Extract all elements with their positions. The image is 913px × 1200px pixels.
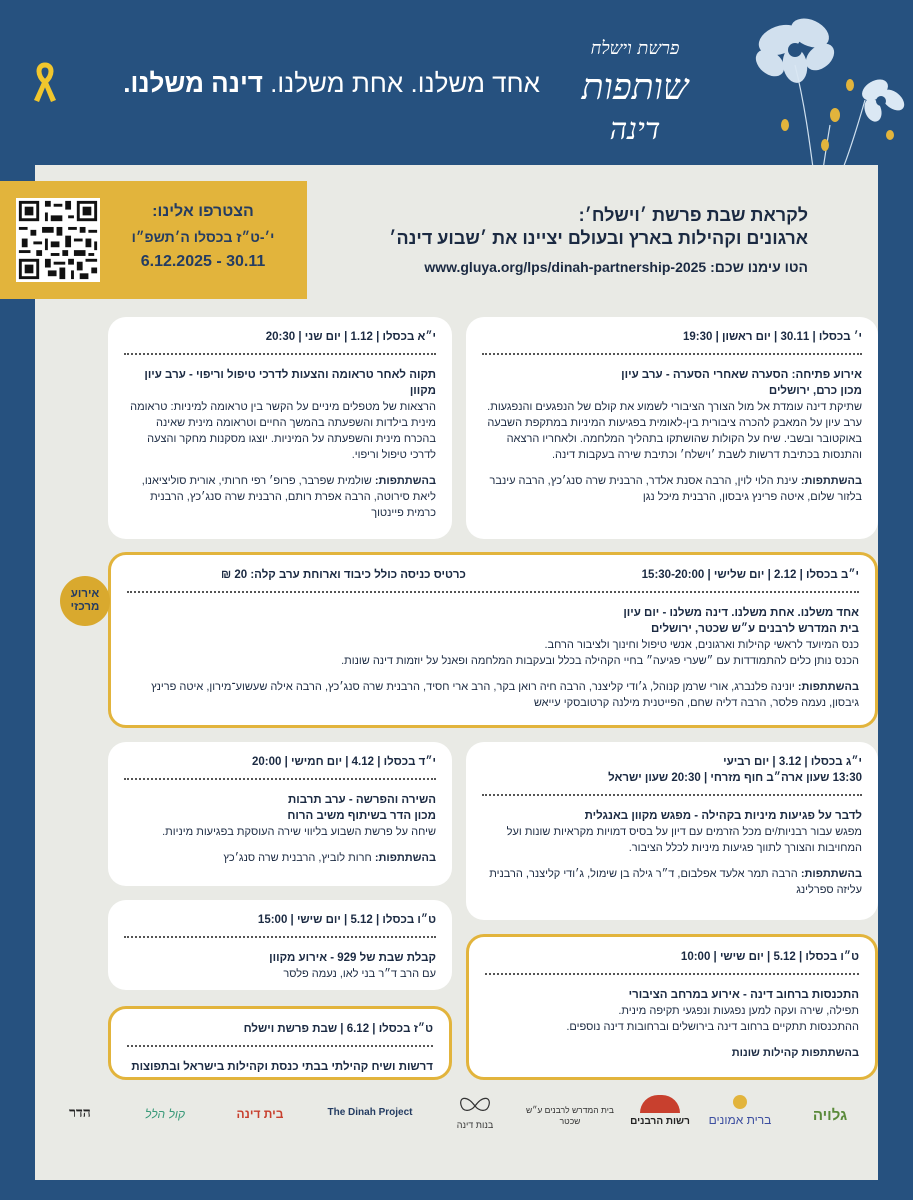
event-header: י״ג בכסלו | 3.12 | יום רביעי xyxy=(723,756,862,768)
event-description-2: ההתכנסות תתקיים ברחוב דינה בירושלים וברחובות דינה נוספים. xyxy=(566,1021,859,1033)
dotted-divider xyxy=(127,591,859,593)
participants-label: בהשתתפות קהילות שונות xyxy=(731,1047,859,1059)
partner-name: גלויה xyxy=(812,1107,848,1124)
event-title: השירה והפרשה - ערב תרבות xyxy=(288,794,436,806)
event-title: תקוה לאחר טראומה והצעות לדרכי טיפול וריפוי - ערב עיון מקוון xyxy=(144,369,436,397)
event-description: כנס המיועד לראשי קהילות וארגונים, אנשי טיפול וחינוך ולציבור הרחב. xyxy=(544,639,859,651)
event-description: תפילה, שירה ועקה למען נפגעות ונפגעי תקיפה מינית. xyxy=(618,1005,859,1017)
event-header: ט״ו בכסלו | 5.12 | יום שישי | 10:00 xyxy=(680,951,859,963)
event-card-dinah-street xyxy=(466,934,878,1080)
intro-line-2: ארגונים וקהילות בארץ ובעולם יציינו את ׳שבוע דינה׳ xyxy=(389,228,808,248)
logo-main: שותפות xyxy=(581,67,689,108)
badge-line-2: מרכזי xyxy=(70,601,100,613)
partner-name: קול הלל xyxy=(144,1107,186,1121)
event-description: עם הרב ד״ר בני לאו, נעמה פלסר xyxy=(283,968,436,980)
event-card-kabbalat-shabbat xyxy=(108,900,452,990)
partner-logo-rabbis-authority xyxy=(625,1095,695,1143)
slogan xyxy=(70,68,540,99)
partner-name: בית המדרש לרבנים ע״ש שכטר xyxy=(525,1105,615,1126)
participants-label: בהשתתפות: xyxy=(800,868,862,880)
partner-name: בית דינה xyxy=(236,1107,284,1121)
top-banner xyxy=(0,0,913,180)
slogan-bold: דינה משלנו. xyxy=(123,68,263,98)
join-dates: 30.11 - 6.12.2025 xyxy=(140,253,266,270)
slogan-regular: אחד משלנו. אחת משלנו. xyxy=(262,68,540,98)
partner-name: הדר xyxy=(69,1105,91,1121)
event-title: התכנסות ברחוב דינה - אירוע במרחב הציבורי xyxy=(628,989,859,1001)
participants-label: בהשתתפות: xyxy=(374,852,436,864)
event-location: מכון כרם, ירושלים xyxy=(768,385,862,397)
event-header: ט״ז בכסלו | 6.12 | שבת פרשת וישלח xyxy=(243,1023,433,1035)
dotted-divider xyxy=(482,794,862,796)
logo-top: פרשת וישלח xyxy=(590,38,680,59)
arc-icon xyxy=(640,1095,680,1113)
dotted-divider xyxy=(124,353,436,355)
dotted-divider xyxy=(127,1045,433,1047)
dotted-divider xyxy=(482,353,862,355)
event-title: אירוע פתיחה: הסערה שאחרי הסערה - ערב עיון xyxy=(621,369,862,381)
event-card-trauma xyxy=(108,317,452,539)
event-card-english-online xyxy=(466,742,878,920)
join-text xyxy=(108,203,298,271)
partner-logo-dinah-project xyxy=(320,1095,420,1143)
event-card-poetry xyxy=(108,742,452,886)
event-header: י״ד בכסלו | 4.12 | יום חמישי | 20:00 xyxy=(251,756,436,768)
event-card-featured xyxy=(108,552,878,728)
intro-text xyxy=(330,205,808,275)
ticket-fee: כרטיס כניסה כולל כיבוד וארוחת ערב קלה: 20 ₪ xyxy=(221,569,466,581)
partner-name: רשות הרבנים xyxy=(630,1116,690,1127)
intro-line-1: לקראת שבת פרשת ׳וישלח׳: xyxy=(578,205,808,225)
event-header-times: 13:30 שעון ארה״ב חוף מזרחי | 20:30 שעון ישראל xyxy=(608,772,862,784)
yellow-ribbon-icon xyxy=(30,62,60,104)
participants-names: עינת הלוי לוין, הרבה אסנת אלדר, הרבנית שרה סנג׳כץ, הרבה עינבר בלזור שלום, איטה פרינץ גיבסון, הרבנית מיכל נגן xyxy=(489,475,862,503)
participants-names: הרבה תמר אלעד אפלבום, ד״ר גילה בן שימול, ג׳ודי קליצנר, הרבנית עליזה ספרלינג xyxy=(489,868,862,896)
event-participants xyxy=(124,850,436,866)
event-title: דרשות ושיח קהילתי בבתי כנסת וקהילות בישראל ובתפוצות xyxy=(131,1061,433,1073)
event-description: הרצאות של מטפלים מיניים על הקשר בין טראומה למיניות: טראומה מינית בילדות והשפעתה בהמשך החיים וטראומה מינית שאינה בהכרח מינית והשפעתה על המיניות. יוצגו מסקנות מחקר והצעה לדרכי טיפול וריפוי. xyxy=(130,401,436,461)
event-participants xyxy=(124,473,436,521)
dotted-divider xyxy=(485,973,859,975)
intro-website[interactable]: הטו עימנו שכם: www.gluya.org/lps/dinah-partnership-2025 xyxy=(424,259,808,275)
event-description: שיחה על פרשת השבוע בליווי שירה העוסקת בפגיעות מיניות. xyxy=(162,826,436,838)
event-description-2: הכנס נותן כלים להתמודדות עם ״שערי פגיעה״ בחיי הקהילה בכלל ובעקבות המלחמה ופאנל על יוזמות דינה שונות. xyxy=(341,655,859,667)
participants-label: בהשתתפות: xyxy=(800,475,862,487)
badge-line-1: אירוע xyxy=(70,588,100,600)
dotted-divider xyxy=(124,936,436,938)
event-location: מכון הדר בשיתוף משיב הרוח xyxy=(287,810,436,822)
event-description: שתיקת דינה עומדת אל מול הצורך הציבורי לשמוע את קולם של הנפגעים והנפגעות. ערב עיון על המאבק להכרה ציבורית בין-לאומית בפגיעות המיניות במתקפת השבעה באוקטובר ובשבי. שיח על הקולות שהושתקו בתהליך המלחמה. ולאחריו הרצאה והתנסות בכתיבת דרשות לשבת ׳וישלח׳ וכתיבת שירה בעקבות דינה. xyxy=(487,401,862,461)
join-box xyxy=(0,181,307,299)
participants-label: בהשתתפות: xyxy=(797,681,859,693)
partner-logo-bnot-dinah xyxy=(440,1095,510,1143)
event-participants xyxy=(485,1045,859,1061)
partner-name: ברית אמונים xyxy=(708,1113,772,1127)
sun-icon xyxy=(733,1095,747,1109)
partner-logo-beit-dinah xyxy=(215,1095,305,1143)
campaign-logo xyxy=(545,38,725,158)
event-title: אחד משלנו. אחת משלנו. דינה משלנו - יום עיון xyxy=(623,607,859,619)
join-title: הצטרפו אלינו: xyxy=(152,203,254,220)
join-hebrew-dates: י׳-ט״ז בכסלו ה׳תשפ״ו xyxy=(131,229,275,245)
event-title: לדבר על פגיעות מיניות בקהילה - מפגש מקוון באנגלית xyxy=(584,810,862,822)
event-header: ט״ו בכסלו | 5.12 | יום שישי | 15:00 xyxy=(257,914,436,926)
event-description: מפגש עבור רבניות/ים מכל הזרמים עם דיון על בסיס דמויות מקראיות שונות ועל המחויבות והצורך לתווך פגיעות מיניות לכלל הציבור. xyxy=(506,826,862,854)
participants-label: בהשתתפות: xyxy=(374,475,436,487)
event-participants xyxy=(127,679,859,711)
partner-logo-kol-hallel xyxy=(125,1095,205,1143)
participants-names: חרות לוביץ, הרבנית שרה סנג׳כץ xyxy=(223,852,372,864)
event-location: בית המדרש לרבנים ע״ש שכטר, ירושלים xyxy=(650,623,859,635)
partner-logo-hadar xyxy=(45,1095,115,1143)
event-card-opening xyxy=(466,317,878,539)
event-header: י״ב בכסלו | 2.12 | יום שלישי | 15:30-20:00 xyxy=(641,569,859,581)
participants-names: יונינה פלנברג, אורי שרמן קנוהל, ג׳ודי קליצנר, הרבה חיה רואן בקר, הרב ארי חסיד, הרבנית שרה סנג׳כץ, הרבה אילה שעשוע־מירון, איטה פרינץ גיבסון, נעמה פלסר, הרבה דליה שחם, הפייטנית מילנה קרטובסקי עייאש xyxy=(151,681,859,709)
dotted-divider xyxy=(124,778,436,780)
partner-logos xyxy=(35,1095,878,1145)
partner-logo-schechter xyxy=(525,1095,615,1143)
event-participants xyxy=(482,866,862,898)
partner-name: The Dinah Project xyxy=(327,1107,413,1118)
butterfly-icon xyxy=(457,1095,493,1117)
participants-names: שולמית שפרבר, פרופ׳ רפי חרותי, אורית סוליציאנו, ליאת סירוטה, הרבה אפרת רותם, הרבנית שרה סנג׳כץ, הרבנית כרמית פיינטוך xyxy=(141,475,436,519)
central-event-badge xyxy=(60,576,110,626)
event-header: י׳ בכסלו | 30.11 | יום ראשון | 19:30 xyxy=(682,331,862,343)
qr-code[interactable] xyxy=(16,198,100,282)
event-participants xyxy=(482,473,862,505)
event-title: קבלת שבת של 929 - אירוע מקוון xyxy=(269,952,436,964)
logo-sub: דינה xyxy=(609,112,661,147)
event-header: י״א בכסלו | 1.12 | יום שני | 20:30 xyxy=(265,331,436,343)
partner-logo-gluya xyxy=(795,1095,865,1143)
partner-logo-brit-emunim xyxy=(700,1095,780,1143)
partner-name: בנות דינה xyxy=(456,1120,494,1130)
event-card-shabbat-sermons xyxy=(108,1006,452,1080)
flowers-illustration xyxy=(725,5,913,185)
